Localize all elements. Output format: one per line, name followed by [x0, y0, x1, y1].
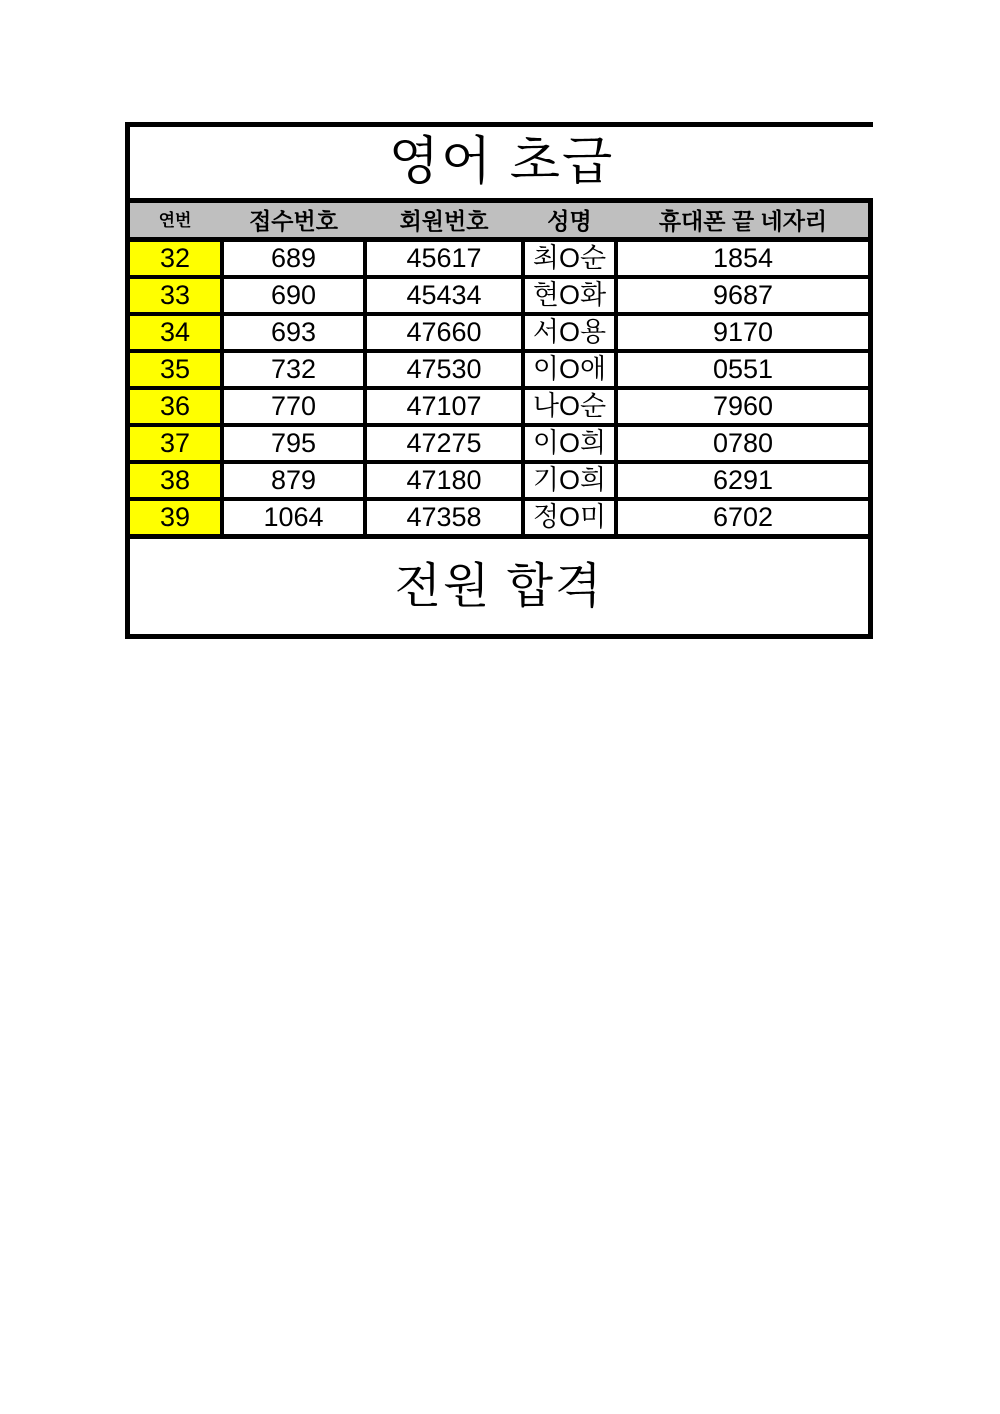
cell-member-no: 47180 — [367, 464, 521, 497]
cell-receipt-no: 693 — [224, 316, 363, 349]
cell-name: 서O용 — [525, 316, 614, 349]
cell-name: 현O화 — [525, 279, 614, 312]
results-table — [125, 122, 873, 639]
cell-member-no: 47275 — [367, 427, 521, 460]
cell-receipt-no: 690 — [224, 279, 363, 312]
cell-receipt-no: 732 — [224, 353, 363, 386]
cell-name: 최O순 — [525, 242, 614, 275]
table-footer-result: 전원 합격 — [125, 534, 873, 639]
table-title: 영어 초급 — [125, 122, 873, 198]
col-header-name: 성명 — [547, 207, 592, 234]
cell-member-no: 45617 — [367, 242, 521, 275]
cell-receipt-no: 770 — [224, 390, 363, 423]
table-row — [130, 386, 868, 423]
cell-seq: 37 — [130, 427, 220, 460]
col-header-receipt-no: 접수번호 — [249, 207, 338, 234]
cell-receipt-no: 689 — [224, 242, 363, 275]
cell-name: 이O희 — [525, 427, 614, 460]
cell-member-no: 47530 — [367, 353, 521, 386]
col-header-phone-last4: 휴대폰 끝 네자리 — [658, 207, 828, 234]
cell-phone-last4: 0780 — [618, 427, 868, 460]
table-header-row — [125, 198, 873, 237]
col-header-member-no: 회원번호 — [399, 207, 489, 234]
table-row — [130, 423, 868, 460]
cell-seq: 36 — [130, 390, 220, 423]
table-row — [130, 312, 868, 349]
cell-name: 나O순 — [525, 390, 614, 423]
cell-seq: 33 — [130, 279, 220, 312]
cell-receipt-no: 1064 — [224, 501, 363, 534]
table-body — [125, 237, 873, 534]
cell-phone-last4: 6702 — [618, 501, 868, 534]
cell-name: 정O미 — [525, 501, 614, 534]
col-header-seq: 연번 — [158, 210, 192, 230]
cell-phone-last4: 1854 — [618, 242, 868, 275]
table-row — [130, 242, 868, 275]
cell-receipt-no: 795 — [224, 427, 363, 460]
table-row — [130, 460, 868, 497]
cell-phone-last4: 9170 — [618, 316, 868, 349]
table-row — [130, 275, 868, 312]
cell-member-no: 47660 — [367, 316, 521, 349]
cell-phone-last4: 6291 — [618, 464, 868, 497]
cell-receipt-no: 879 — [224, 464, 363, 497]
cell-seq: 39 — [130, 501, 220, 534]
cell-name: 기O희 — [525, 464, 614, 497]
cell-seq: 35 — [130, 353, 220, 386]
table-row — [130, 349, 868, 386]
cell-name: 이O애 — [525, 353, 614, 386]
cell-phone-last4: 9687 — [618, 279, 868, 312]
cell-phone-last4: 0551 — [618, 353, 868, 386]
cell-seq: 34 — [130, 316, 220, 349]
cell-member-no: 47358 — [367, 501, 521, 534]
cell-phone-last4: 7960 — [618, 390, 868, 423]
cell-seq: 38 — [130, 464, 220, 497]
table-row — [130, 497, 868, 534]
cell-seq: 32 — [130, 242, 220, 275]
cell-member-no: 47107 — [367, 390, 521, 423]
cell-member-no: 45434 — [367, 279, 521, 312]
